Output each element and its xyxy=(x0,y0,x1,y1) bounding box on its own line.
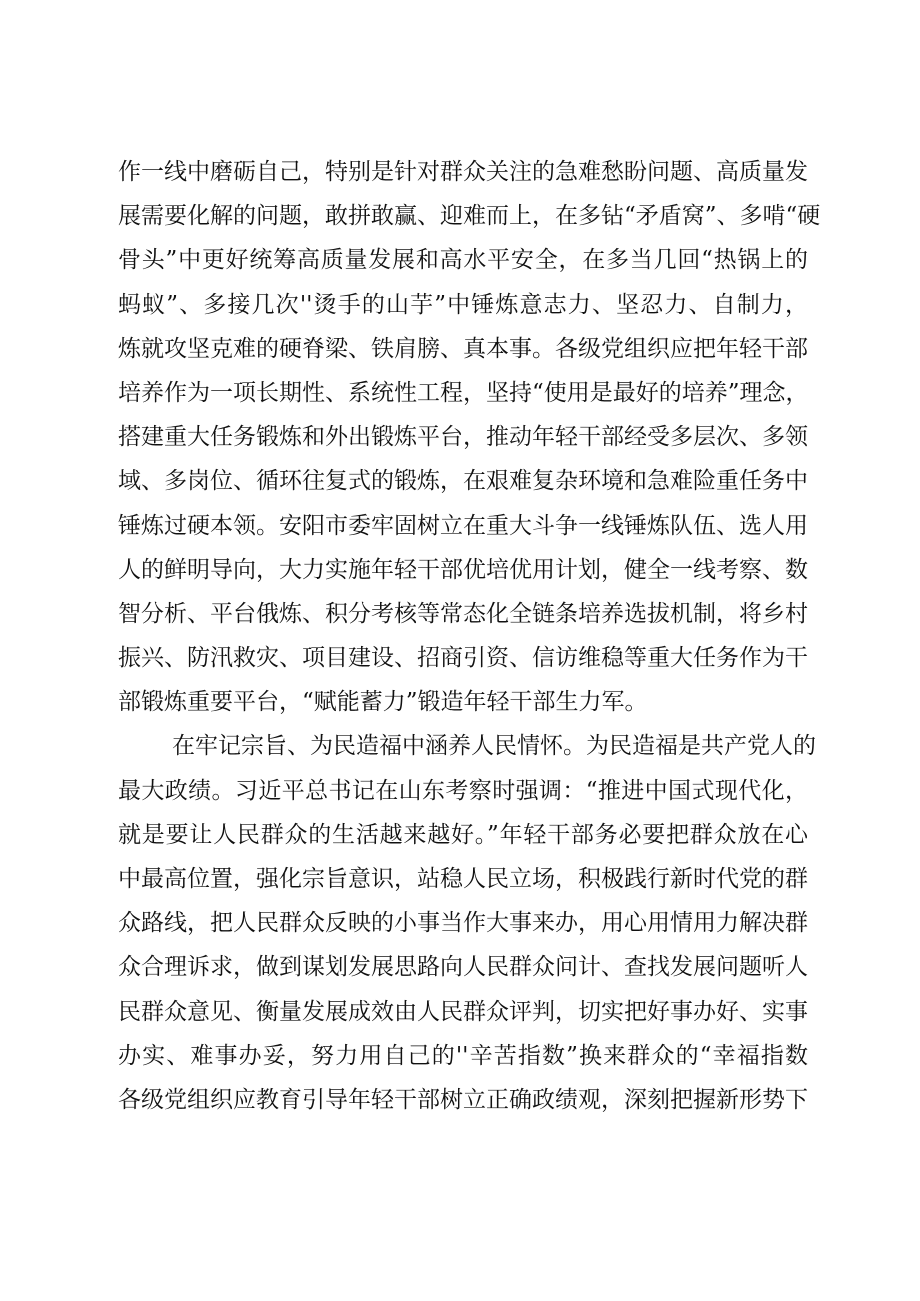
body-text xyxy=(118,150,821,1122)
text-line: 智分析、平台俄炼、积分考核等常态化全链条培养选拔机制，将乡村 xyxy=(118,600,808,627)
text-line: 最大政绩。习近平总书记在山东考察时强调：“推进中国式现代化， xyxy=(118,777,808,804)
text-line: 在牢记宗旨、为民造福中涵养人民情怀。为民造福是共产党人的 xyxy=(172,733,816,760)
text-line: 展需要化解的问题，敢拼敢赢、迎难而上，在多钻“矛盾窝”、多啃“硬 xyxy=(118,203,821,230)
text-line: 人的鲜明导向，大力实施年轻干部优培优用计划，健全一线考察、数 xyxy=(118,556,808,583)
text-line: 中最高位置，强化宗旨意识，站稳人民立场，积极践行新时代党的群 xyxy=(118,866,808,892)
text-line: 骨头”中更好统筹高质量发展和高水平安全，在多当几回“热锅上的 xyxy=(118,247,808,274)
text-line: 域、多岗位、循环往复式的锻炼，在艰难复杂环境和急难险重任务中 xyxy=(118,468,808,495)
text-line: 就是要让人民群众的生活越来越好。”年轻干部务必要把群众放在心 xyxy=(118,821,808,848)
text-line: 搭建重大任务锻炼和外出锻炼平台，推动年轻干部经受多层次、多领 xyxy=(118,424,808,451)
paragraph-2 xyxy=(118,724,816,1122)
text-line: 培养作为一项长期性、系统性工程，坚持“使用是最好的培养”理念， xyxy=(118,379,809,406)
text-line: 蚂蚁”、多接几次''烫手的山芋”中锤炼意志力、坚忍力、自制力， xyxy=(118,291,808,318)
text-line: 众路线，把人民群众反映的小事当作大事来办，用心用情用力解决群 xyxy=(118,910,808,937)
text-line: 锤炼过硬本领。安阳市委牢固树立在重大斗争一线锤炼队伍、选人用 xyxy=(118,512,808,539)
text-line: 部锻炼重要平台，“赋能蓄力”锻造年轻干部生力军。 xyxy=(118,689,648,716)
text-line: 各级党组织应教育引导年轻干部树立正确政绩观，深刻把握新形势下 xyxy=(118,1086,808,1113)
text-line: 作一线中磨砺自己，特别是针对群众关注的急难愁盼问题、高质量发 xyxy=(118,159,808,185)
paragraph-1 xyxy=(118,150,821,724)
text-line: 众合理诉求，做到谋划发展思路向人民群众问计、查找发展问题听人 xyxy=(118,954,808,981)
text-line: 办实、难事办妥，努力用自己的''辛苦指数”换来群众的“幸福指数 xyxy=(118,1042,808,1069)
text-line: 振兴、防汛救灾、项目建设、招商引资、信访维稳等重大任务作为干 xyxy=(118,645,808,672)
text-line: 炼就攻坚克难的硬脊梁、铁肩膀、真本事。各级党组织应把年轻干部 xyxy=(118,335,808,362)
text-line: 民群众意见、衡量发展成效由人民群众评判，切实把好事办好、实事 xyxy=(118,998,808,1025)
